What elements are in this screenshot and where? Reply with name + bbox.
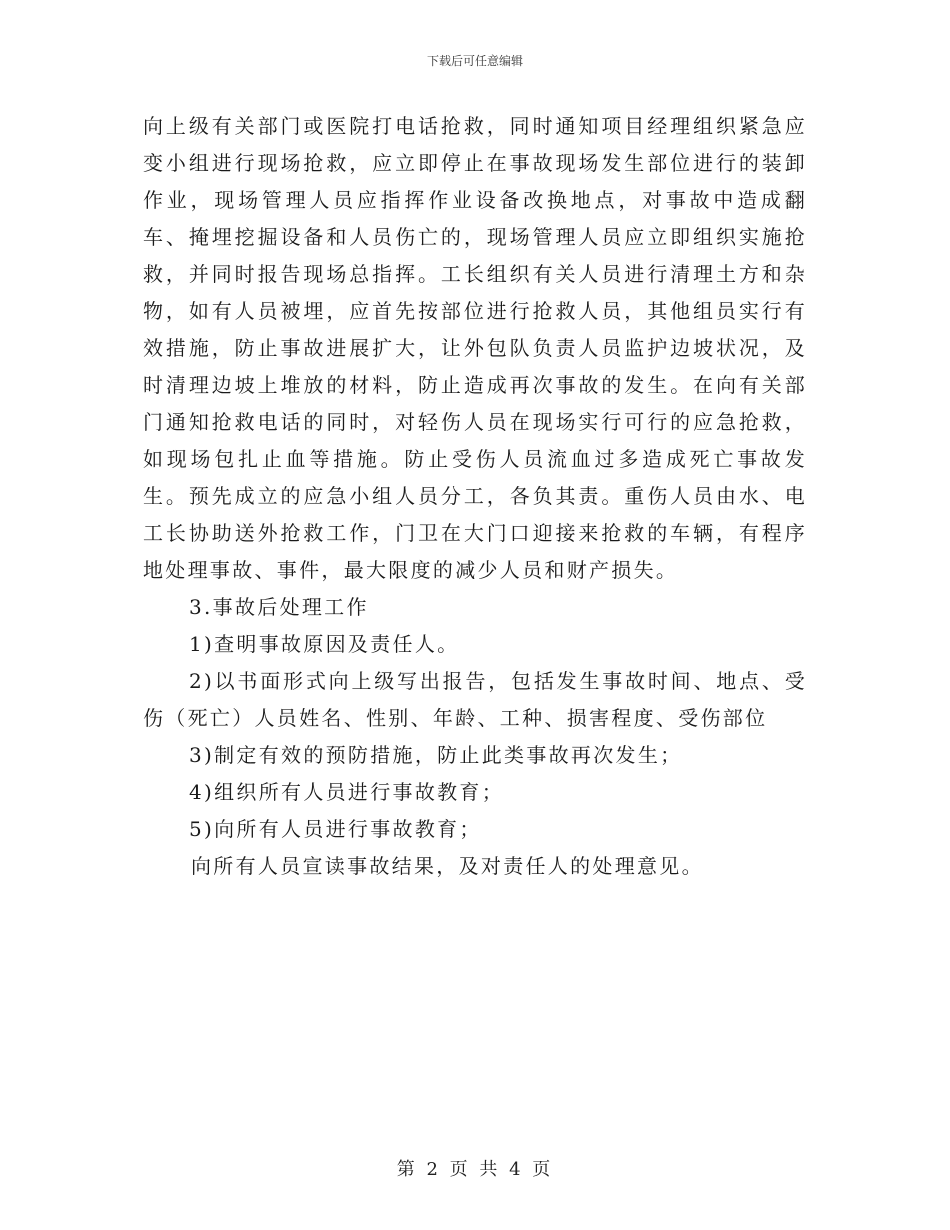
section-heading: 3.事故后处理工作: [189, 595, 369, 619]
list-item-4: 4)组织所有人员进行事故教育；: [189, 780, 505, 804]
closing-line: 向所有人员宣读事故结果，及对责任人的处理意见。: [191, 854, 704, 878]
document-body: [143, 108, 807, 885]
page-header: 下载后可任意编辑: [426, 54, 523, 68]
main-paragraph: 向上级有关部门或医院打电话抢救，同时通知项目经理组织紧急应变小组进行现场抢救，应立即停止在事故现场发生部位进行的装卸作业，现场管理人员应指挥作业设备改换地点，对事故中造成翻车、掩埋挖掘设备和人员伤亡的，现场管理人员应立即组织实施抢救，并同时报告现场总指挥。工长组织有关人员进行清理土方和杂物，如有人员被埋，应首先按部位进行抢救人员，其他组员实行有效措施，防止事故进展扩大，让外包队负责人员监护边坡状况，及时清理边坡上堆放的材料，防止造成再次事故的发生。在向有关部门通知抢救电话的同时，对轻伤人员在现场实行可行的应急抢救，如现场包扎止血等措施。防止受伤人员流血过多造成死亡事故发生。预先成立的应急小组人员分工，各负其责。重伤人员由水、电工长协助送外抢救工作，门卫在大门口迎接来抢救的车辆，有程序地处理事故、事件，最大限度的减少人员和财产损失。: [143, 114, 807, 582]
page-number: 第 2 页 共 4 页: [396, 1159, 554, 1180]
list-item-5: 5)向所有人员进行事故教育；: [189, 817, 482, 841]
list-item-3: 3)制定有效的预防措施，防止此类事故再次发生；: [189, 743, 683, 767]
list-item-1: 1)查明事故原因及责任人。: [189, 632, 460, 656]
list-item-2: 2)以书面形式向上级写出报告，包括发生事故时间、地点、受伤（死亡）人员姓名、性别、年龄、工种、损害程度、受伤部位: [143, 669, 807, 730]
